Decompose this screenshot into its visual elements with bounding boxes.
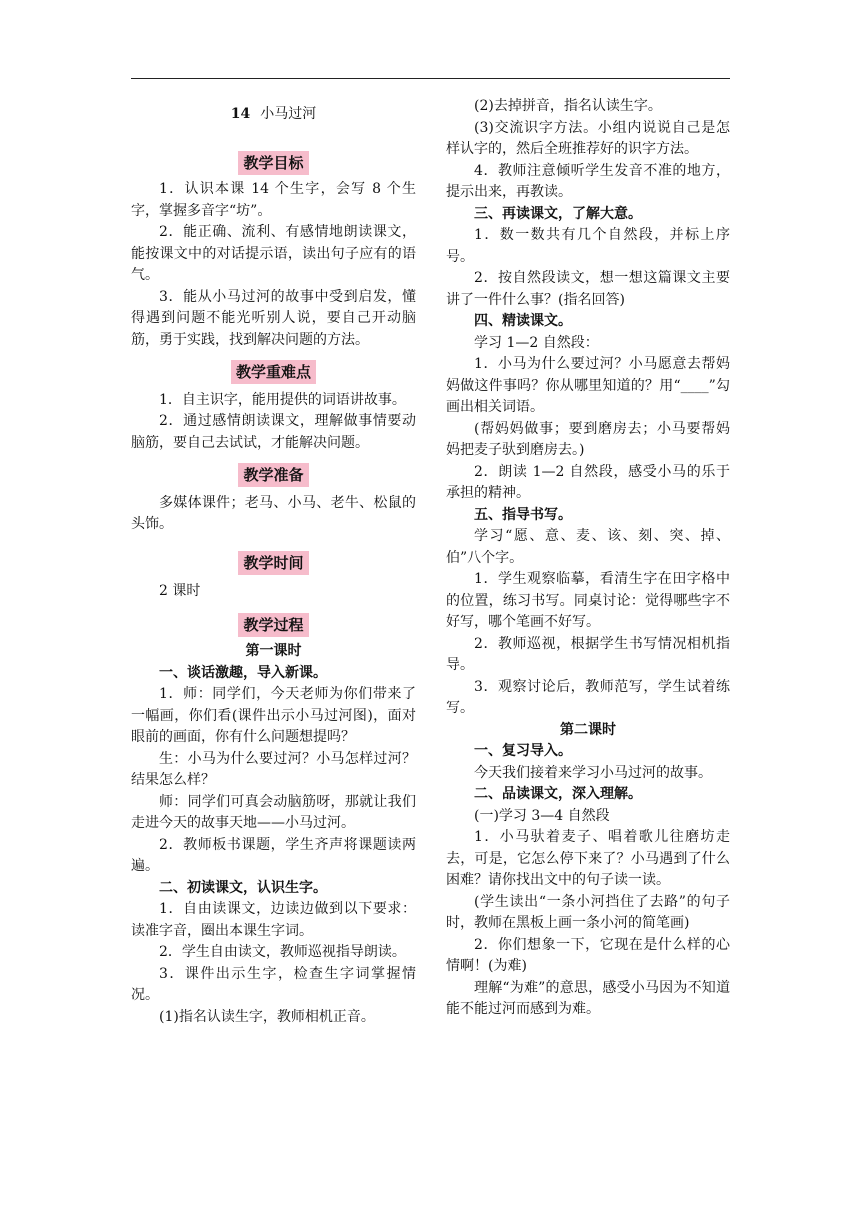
paragraph: 2．朗读 1—2 自然段，感受小马的乐于承担的精神。 [446,463,730,501]
paragraph: 学习 1—2 自然段： [474,334,599,351]
section-time: 教学时间 [238,551,308,575]
section-goals: 教学目标 [238,151,308,175]
paragraph: 学习“愿、意、麦、该、刻、突、掉、伯”八个字。 [446,528,730,566]
paragraph: 1．小马为什么要过河？小马愿意去帮妈妈做这件事吗？你从哪里知道的？用“____”勾画出相关词语。 [446,356,730,415]
first-period-heading-3: 三、再读课文，了解大意。 [474,205,642,222]
first-period-heading-1: 一、谈话激趣，导入新课。 [159,664,327,681]
section-key-points: 教学重难点 [231,360,316,384]
lesson-name: 小马过河 [260,106,317,122]
lesson-number: 14 [230,106,251,122]
first-period-heading-2: 二、初读课文，认识生字。 [159,879,327,896]
first-period-title: 第一课时 [245,643,302,659]
preparation-text: 多媒体课件；老马、小马、老牛、松鼠的头饰。 [131,494,416,532]
goal-item: 3．能从小马过河的故事中受到启发，懂得遇到问题不能光听别人说，要自己开动脑筋，勇于实践，找到解决问题的方法。 [131,288,416,348]
paragraph: 3．课件出示生字，检查生字词掌握情况。 [131,965,416,1003]
paragraph: 2．教师巡视，根据学生书写情况相机指导。 [446,635,730,673]
first-period-heading-4: 四、精读课文。 [474,313,572,329]
key-point-item: 1．自主识字，能用提供的词语讲故事。 [159,391,406,408]
paragraph: (1)指名认读生字，教师相机正音。 [159,1008,375,1025]
paragraph: 2．你们想象一下，它现在是什么样的心情啊！(为难) [446,936,730,974]
second-period-title: 第二课时 [560,721,616,738]
paragraph: 2．按自然段读文，想一想这篇课文主要讲了一件什么事？(指名回答) [446,270,730,308]
paragraph: 4．教师注意倾听学生发音不准的地方，提示出来，再教读。 [446,162,730,200]
key-point-item: 2．通过感情朗读课文，理解做事情要动脑筋，要自己去试试，才能解决问题。 [131,413,416,451]
paragraph: 1．学生观察临摹，看清生字在田字格中的位置，练习书写。同桌讨论：觉得哪些字不好写，哪个笔画不好写。 [446,571,730,630]
right-column [446,96,730,1021]
paragraph: 3．观察讨论后，教师范写，学生试着练写。 [446,678,730,716]
section-preparation: 教学准备 [238,463,308,487]
left-column [131,96,416,1028]
second-period-heading-1: 一、复习导入。 [474,743,572,759]
goal-item: 1．认识本课 14 个生字，会写 8 个生字，掌握多音字“坊”。 [131,181,416,219]
goal-item: 2．能正确、流利、有感情地朗读课文，能按课文中的对话提示语，读出句子应有的语气。 [131,224,416,283]
paragraph: 今天我们接着来学习小马过河的故事。 [474,764,712,781]
paragraph: 2．教师板书课题，学生齐声将课题读两遍。 [131,836,416,874]
time-text: 2 课时 [159,583,201,599]
paragraph: (一)学习 3—4 自然段 [474,807,610,824]
paragraph: 1．数一数共有几个自然段，并标上序号。 [446,227,730,265]
paragraph: 1．自由读课文，边读边做到以下要求：读准字音，圈出本课生字词。 [131,901,416,939]
section-process: 教学过程 [238,613,308,637]
second-period-heading-2: 二、品读课文，深入理解。 [474,786,642,802]
header-rule [131,78,730,79]
paragraph: (帮妈妈做事；要到磨房去；小马要帮妈妈把麦子驮到磨房去。) [446,420,730,458]
paragraph: (学生读出“一条小河挡住了去路”的句子时，教师在黑板上画一条小河的简笔画) [446,893,730,931]
paragraph: 2．学生自由读文，教师巡视指导朗读。 [159,944,406,960]
lesson-title [131,104,416,126]
paragraph: (2)去掉拼音，指名认读生字。 [474,98,662,114]
paragraph: (3)交流识字方法。小组内说说自己是怎样认字的，然后全班推荐好的识字方法。 [446,119,730,157]
paragraph: 理解“为难”的意思，感受小马因为不知道能不能过河而感到为难。 [446,979,730,1017]
paragraph: 生：小马为什么要过河？小马怎样过河？结果怎么样？ [131,750,416,788]
paragraph: 1．小马驮着麦子、唱着歌儿往磨坊走去，可是，它怎么停下来了？小马遇到了什么困难？请你找出文中的句子读一读。 [446,829,730,888]
first-period-heading-5: 五、指导书写。 [474,506,572,523]
paragraph: 师：同学们可真会动脑筋呀，那就让我们走进今天的故事天地——小马过河。 [131,793,416,831]
paragraph: 1．师：同学们，今天老师为你们带来了一幅画，你们看(课件出示小马过河图)，面对眼前的画面，你有什么问题想提吗？ [131,686,416,745]
